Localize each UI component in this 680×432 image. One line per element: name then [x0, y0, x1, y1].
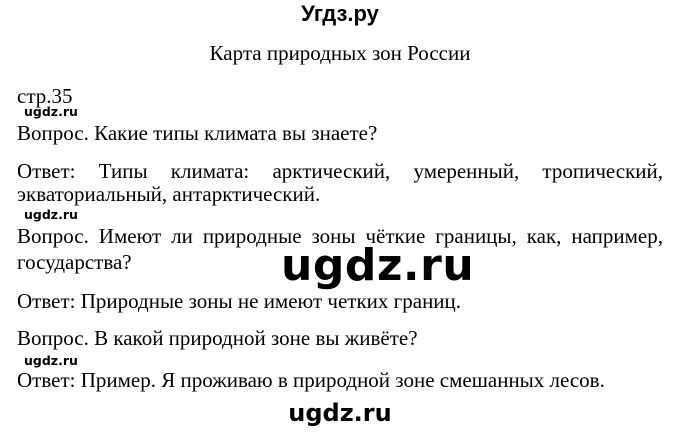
answer-3-text: Ответ: Пример. Я проживаю в природной зоне смешанных лесов.	[17, 368, 605, 392]
question-2-line-1: Вопрос. Имеют ли природные зоны чёткие границы, как, например,	[17, 224, 663, 248]
question-2-line-2: государства?	[17, 250, 132, 274]
watermark-bottom: ugdz.ru	[288, 399, 392, 427]
watermark-small-1: ugdz.ru	[24, 104, 78, 119]
answer-2-text: Ответ: Природные зоны не имеют четких границ.	[17, 289, 462, 313]
watermark-small-3: ugdz.ru	[24, 353, 78, 368]
watermark-small-2: ugdz.ru	[24, 207, 78, 222]
site-brand: Угдз.ру	[301, 1, 379, 26]
document-title: Карта природных зон России	[209, 41, 471, 65]
answer-1-line-2: экваториальный, антарктический.	[17, 182, 321, 206]
question-1-text: Вопрос. Какие типы климата вы знаете?	[17, 121, 378, 145]
watermark-large: ugdz.ru	[281, 240, 475, 291]
question-3-text: Вопрос. В какой природной зоне вы живёте?	[17, 326, 418, 350]
answer-1-line-1: Ответ: Типы климата: арктический, умеренный, тропический,	[17, 159, 663, 183]
page-number-label: стр.35	[17, 84, 73, 108]
